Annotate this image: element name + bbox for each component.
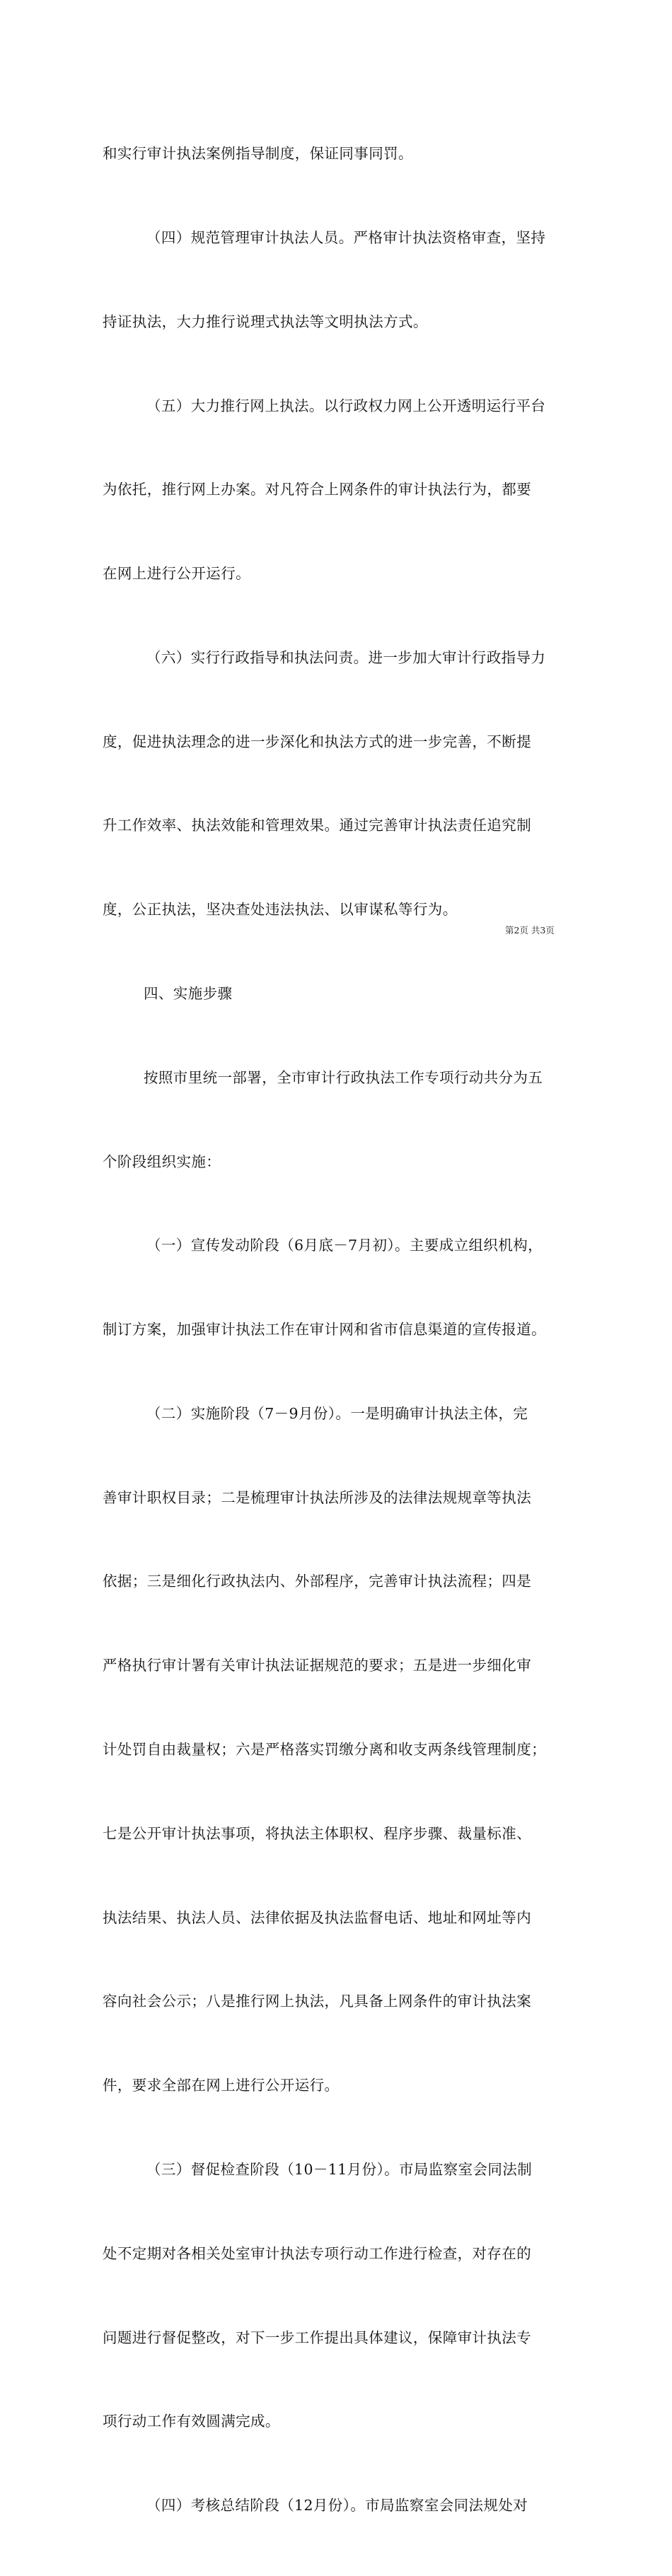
text-line-16: （二）实施阶段（7－9月份）。一是明确审计执法主体，完	[146, 1404, 528, 1422]
text-line-5: 为依托，推行网上办案。对凡符合上网条件的审计执法行为，都要	[103, 481, 532, 499]
text-line-25: （三）督促检查阶段（10－11月份）。市局监察室会同法制	[146, 2160, 533, 2178]
text-line-17: 善审计职权目录；二是梳理审计执法所涉及的法律法规规章等执法	[103, 1488, 532, 1506]
text-line-14: （一）宣传发动阶段（6月底－7月初）。主要成立组织机构，	[146, 1237, 543, 1254]
text-line-13: 个阶段组织实施：	[103, 1153, 221, 1170]
text-line-10: 度，公正执法，坚决查处违法执法、以审谋私等行为。	[103, 901, 458, 919]
text-line-18: 依据；三是细化行政执法内、外部程序，完善审计执法流程；四是	[103, 1573, 532, 1590]
text-line-23: 容向社会公示；八是推行网上执法，凡具备上网条件的审计执法案	[103, 1993, 532, 2010]
page-number-footer: 第2页 共3页	[505, 925, 555, 936]
text-line-6: 在网上进行公开运行。	[103, 565, 250, 583]
text-line-12: 按照市里统一部署，全市审计行政执法工作专项行动共分为五	[144, 1068, 543, 1086]
text-line-19: 严格执行审计署有关审计执法证据规范的要求；五是进一步细化审	[103, 1657, 532, 1674]
text-line-9: 升工作效率、执法效能和管理效果。通过完善审计执法责任追究制	[103, 817, 532, 834]
document-body	[103, 84, 577, 2576]
text-line-8: 度，促进执法理念的进一步深化和执法方式的进一步完善，不断提	[103, 733, 532, 750]
text-line-20: 计处罚自由裁量权；六是严格落实罚缴分离和收支两条线管理制度；	[103, 1741, 546, 1759]
text-line-15: 制订方案，加强审计执法工作在审计网和省市信息渠道的宣传报道。	[103, 1321, 546, 1339]
text-line-27: 问题进行督促整改，对下一步工作提出具体建议，保障审计执法专	[103, 2329, 532, 2346]
text-line-29: （四）考核总结阶段（12月份）。市局监察室会同法规处对	[146, 2497, 528, 2514]
text-line-1: 和实行审计执法案例指导制度，保证同事同罚。	[103, 145, 413, 163]
body-text	[103, 84, 577, 2576]
text-line-21: 七是公开审计执法事项，将执法主体职权、程序步骤、裁量标准、	[103, 1824, 532, 1842]
text-line-7: （六）实行行政指导和执法问责。进一步加大审计行政指导力	[146, 648, 546, 666]
text-line-3: 持证执法，大力推行说理式执法等文明执法方式。	[103, 313, 428, 330]
section-heading: 四、实施步骤	[144, 985, 233, 1002]
text-line-22: 执法结果、执法人员、法律依据及执法监督电话、地址和网址等内	[103, 1908, 532, 1926]
text-line-26: 处不定期对各相关处室审计执法专项行动工作进行检查，对存在的	[103, 2244, 532, 2262]
text-line-28: 项行动工作有效圆满完成。	[103, 2413, 280, 2430]
text-line-4: （五）大力推行网上执法。以行政权力网上公开透明运行平台	[146, 397, 546, 414]
text-line-24: 件，要求全部在网上进行公开运行。	[103, 2077, 340, 2094]
text-line-2: （四）规范管理审计执法人员。严格审计执法资格审查，坚持	[146, 228, 546, 246]
